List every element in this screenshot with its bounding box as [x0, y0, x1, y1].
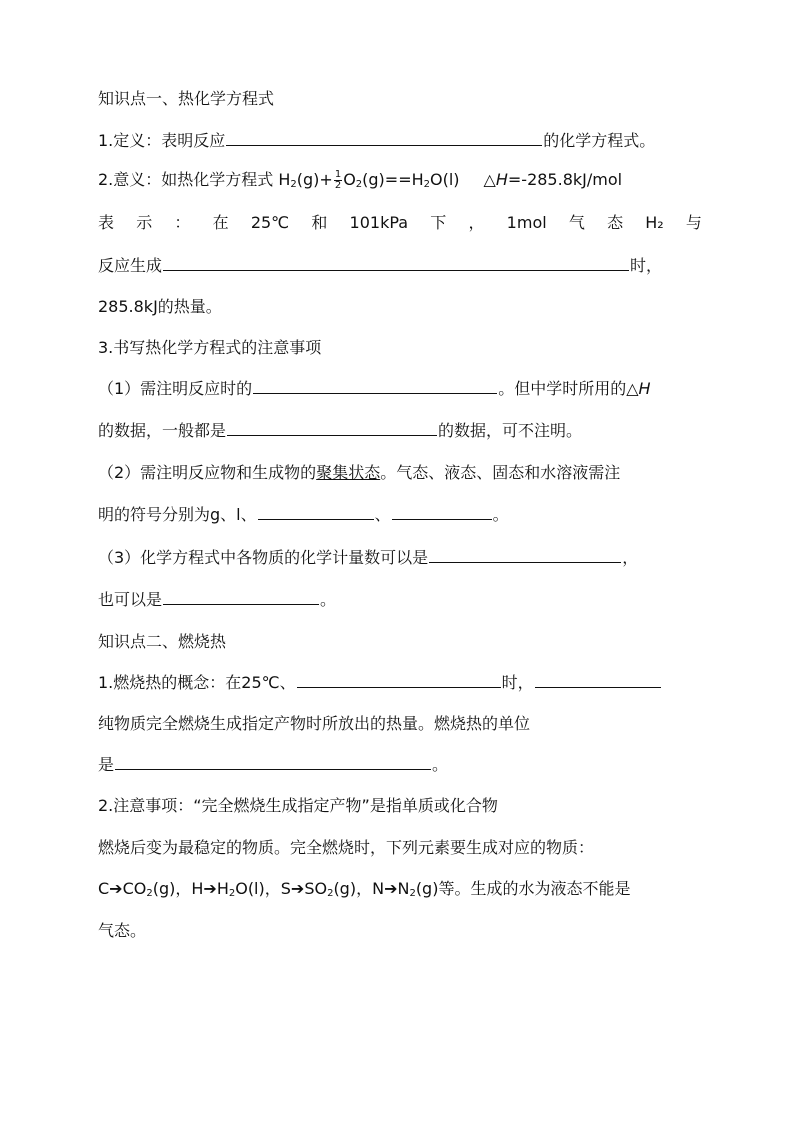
nitrogen-symbol: N: [372, 879, 385, 898]
meaning-line-2: [98, 210, 702, 236]
meaning-line2-token: 态: [607, 213, 624, 232]
meaning-line2-token: 和: [311, 213, 328, 232]
co2-subscript: 2: [146, 888, 153, 899]
meaning-line-4: [98, 294, 702, 320]
note-1-mid: 。但中学时所用的△: [498, 379, 639, 398]
note-3-line-2: [98, 587, 702, 613]
meaning-line2-token: 1mol: [506, 213, 547, 232]
meaning-line: [98, 167, 702, 193]
so2-subscript: 2: [327, 888, 334, 899]
meaning-line2-token: 表: [98, 213, 115, 232]
note-3-line2-blank[interactable]: [163, 587, 319, 605]
note-3-line2-prefix: 也可以是: [98, 590, 163, 609]
n2-subscript: 2: [409, 888, 416, 899]
meaning-line2-token: ：: [174, 213, 191, 232]
arrow-right-icon: ➔: [203, 879, 217, 898]
note-2-line-2: [98, 502, 702, 528]
so2-state: (g)，: [333, 879, 373, 898]
definition-line: [98, 128, 702, 154]
meaning-line2-token: 下: [430, 213, 447, 232]
equation-part-2: (g)==H: [362, 170, 424, 189]
meaning-prefix: 2.意义：如热化学方程式 H: [98, 170, 291, 189]
meaning-line3-prefix: 反应生成: [98, 256, 163, 275]
definition-suffix: 的化学方程式。: [543, 131, 656, 150]
combustion-notes-text-1: 2.注意事项：“完全燃烧生成指定产物”是指单质或化合物: [98, 796, 498, 815]
combustion-definition-line-3: [98, 752, 702, 778]
meaning-line3-suffix: 时，: [630, 256, 663, 275]
combustion-def-line3-prefix: 是: [98, 755, 115, 774]
fraction-denominator: 2: [334, 180, 342, 191]
note-1-line2-prefix: 的数据，一般都是: [98, 421, 227, 440]
water-note: 生成的水为液态不能是: [470, 879, 631, 898]
notes-heading: [98, 335, 702, 361]
meaning-line2-token: 101kPa: [349, 213, 409, 232]
one-half-fraction: [334, 170, 342, 191]
section-2-heading: [98, 629, 702, 655]
note-3-line: [98, 545, 702, 571]
note-2-line: [98, 460, 702, 486]
h2o-subscript: 2: [228, 888, 236, 899]
meaning-line2-token: 示: [136, 213, 153, 232]
combustion-def-line2: 纯物质完全燃烧生成指定产物时所放出的热量。燃烧热的单位: [98, 714, 531, 733]
note-2-blank-2[interactable]: [392, 502, 492, 520]
note-2-line2-prefix: 明的符号分别为g、l、: [98, 505, 257, 524]
note-3-line2-end: 。: [320, 590, 337, 609]
carbon-symbol: C: [98, 879, 110, 898]
combustion-def-blank-2[interactable]: [535, 670, 661, 688]
h2o-state: O(l)，: [235, 879, 281, 898]
combustion-notes-text-2: 燃烧后变为最稳定的物质。完全燃烧时，下列元素要生成对应的物质：: [98, 838, 595, 857]
hydrogen-symbol: H: [191, 879, 204, 898]
meaning-line2-token: 25℃: [250, 213, 290, 232]
combustion-notes-line-1: [98, 793, 702, 819]
meaning-line2-token: 气: [568, 213, 585, 232]
note-3-blank[interactable]: [429, 545, 621, 563]
combustion-definition-line-2: [98, 711, 702, 737]
note-1-line-2: [98, 418, 702, 444]
meaning-line2-token: H₂: [645, 213, 664, 232]
equation-part-1: (g)+: [296, 170, 333, 189]
combustion-notes-line-2: [98, 835, 702, 861]
note-3-prefix: （3）化学方程式中各物质的化学计量数可以是: [98, 548, 429, 567]
combustion-def-mid: 时，: [501, 673, 534, 692]
note-1-h: H: [638, 379, 651, 398]
note-3-suffix: ，: [622, 548, 639, 567]
note-2-prefix: （2）需注明反应物和生成物的: [98, 463, 317, 482]
note-2-suffix: 。气态、液态、固态和水溶液需注: [380, 463, 621, 482]
note-1-prefix: （1）需注明反应时的: [98, 379, 253, 398]
arrow-right-icon: ➔: [290, 879, 305, 898]
fraction-numerator: 1: [334, 169, 342, 180]
combustion-notes-line-4: [98, 918, 702, 944]
so2-formula: SO: [304, 879, 328, 898]
note-2-underlined: 聚集状态: [316, 463, 381, 482]
meaning-line-3: [98, 253, 702, 279]
combustion-def-blank-1[interactable]: [297, 670, 501, 688]
h2o-formula: H: [216, 879, 229, 898]
combustion-notes-text-4: 气态。: [98, 921, 147, 940]
delta-h-label: △H: [483, 170, 508, 189]
meaning-line2-token: 与: [685, 213, 702, 232]
n2-state: (g)等。: [415, 879, 471, 898]
notes-heading-text: 3.书写热化学方程式的注意事项: [98, 338, 322, 357]
note-1-line2-blank[interactable]: [227, 418, 437, 436]
definition-blank[interactable]: [226, 128, 542, 146]
product-blank[interactable]: [163, 253, 629, 271]
note-2-separator: 、: [374, 505, 391, 524]
section-2-heading-text: 知识点二、燃烧热: [98, 632, 227, 651]
combustion-def-line3-end: 。: [432, 755, 449, 774]
combustion-unit-blank[interactable]: [115, 752, 431, 770]
h2-subscript: 2: [290, 179, 297, 190]
arrow-right-icon: ➔: [384, 879, 398, 898]
note-2-end: 。: [492, 505, 509, 524]
note-2-blank-1[interactable]: [258, 502, 374, 520]
h2o-subscript: 2: [423, 179, 431, 190]
definition-prefix: 1.定义：表明反应: [98, 131, 226, 150]
section-1-heading: [98, 86, 702, 112]
co2-formula: CO: [122, 879, 147, 898]
n2-formula: N: [397, 879, 410, 898]
combustion-definition-line: [98, 670, 702, 696]
oxygen-symbol: O: [343, 170, 356, 189]
meaning-line2-token: 在: [212, 213, 229, 232]
meaning-line4-text: 285.8kJ的热量。: [98, 297, 222, 316]
co2-state: (g)，: [152, 879, 192, 898]
arrow-right-icon: ➔: [109, 879, 123, 898]
combustion-products-line: [98, 876, 702, 902]
meaning-line2-token: ，: [468, 213, 485, 232]
note-1-blank[interactable]: [253, 376, 497, 394]
delta-h-value: =-285.8kJ/mol: [507, 170, 623, 189]
note-1-line2-suffix: 的数据，可不注明。: [438, 421, 583, 440]
combustion-def-prefix: 1.燃烧热的概念：在25℃、: [98, 673, 296, 692]
equation-part-3: O(l): [430, 170, 460, 189]
sulfur-symbol: S: [280, 879, 291, 898]
o2-subscript: 2: [355, 179, 363, 190]
note-1-line: [98, 376, 702, 402]
section-1-heading-text: 知识点一、热化学方程式: [98, 89, 275, 108]
